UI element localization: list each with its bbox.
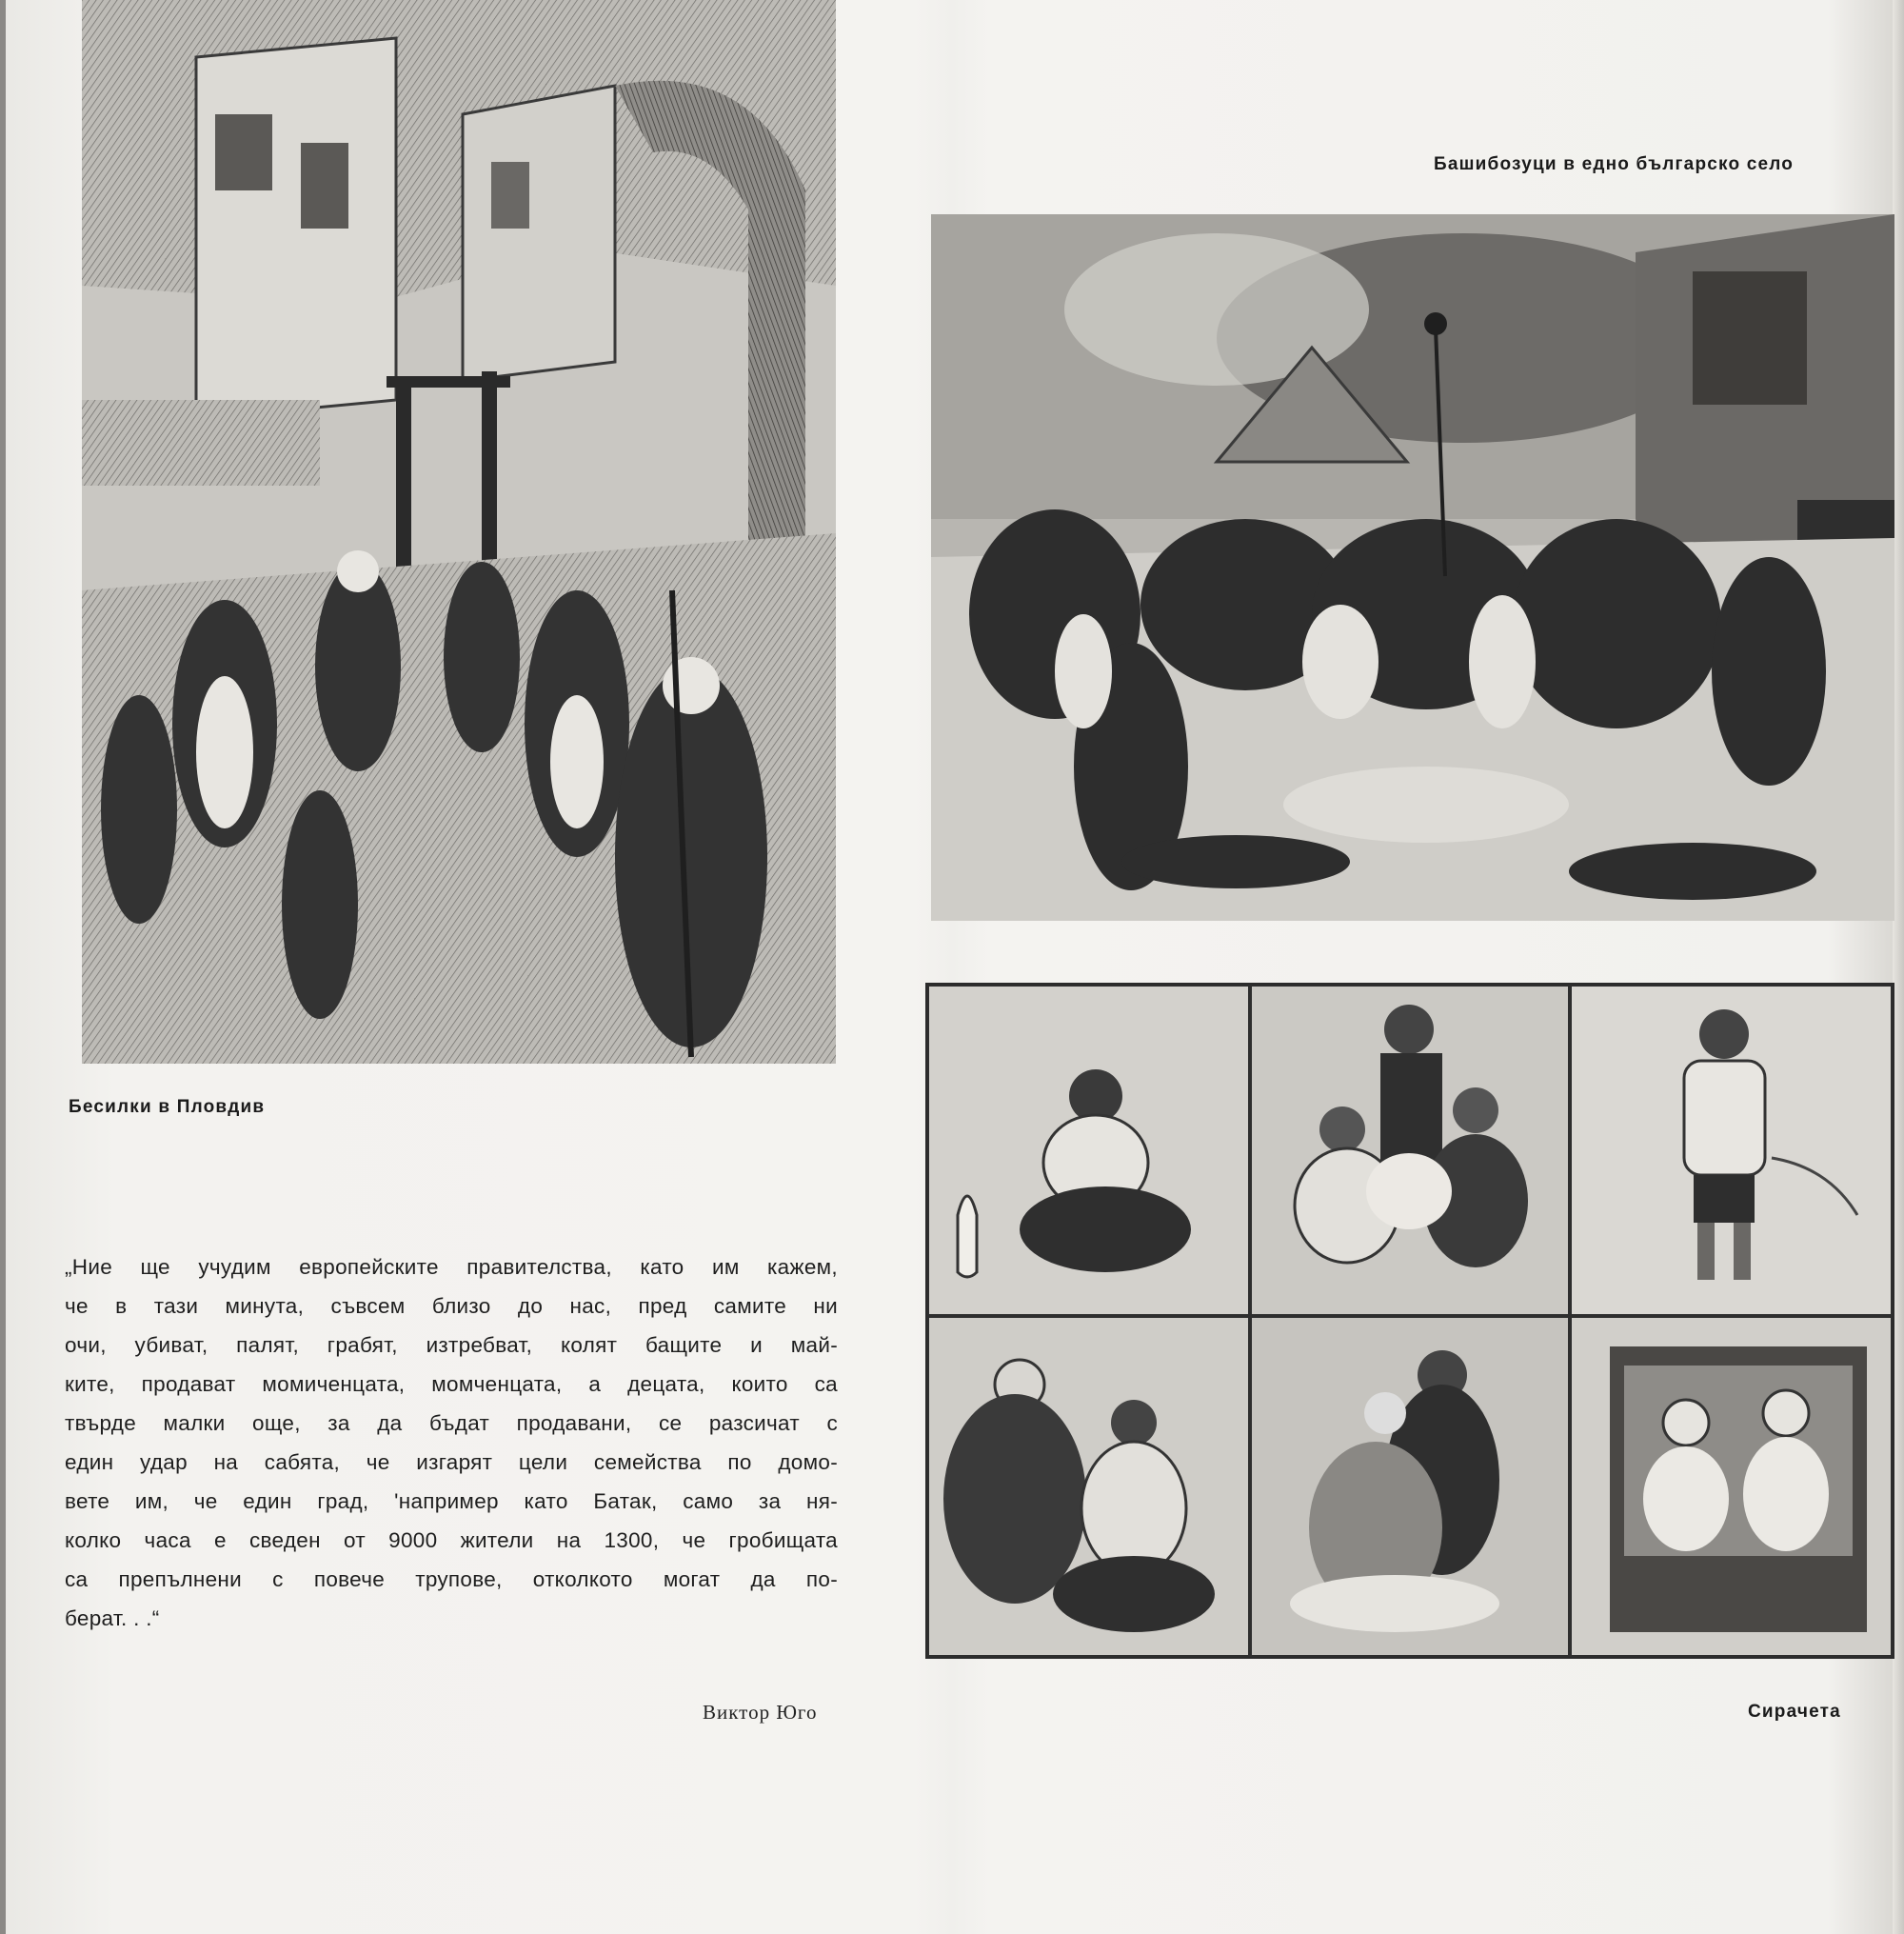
orphan-panel-4 [929,1318,1248,1655]
quote-line: очи, убиват, палят, грабят, изтребват, колят бащите и май- [65,1333,838,1357]
quote-line: ките, продават момиченцата, момченцата, а децата, които са [65,1372,838,1396]
quote-line: вете им, че един град, 'например като Батак, само за ня- [65,1489,838,1513]
orphan-panel-6-drawing [1572,1318,1891,1655]
orphan-panel-3-drawing [1572,987,1891,1314]
victor-hugo-quote [65,1247,838,1638]
book-spine [0,0,6,1934]
orphan-panel-1 [929,987,1248,1314]
orphan-panel-5 [1252,1318,1568,1655]
orphan-panel-5-drawing [1252,1318,1568,1655]
quote-line: „Ние ще учудим европейските правителства, като им кажем, [65,1255,838,1279]
quote-line: берат. . .“ [65,1606,160,1630]
engraving-gallows-plovdiv-drawing [82,0,836,1064]
orphan-panel-6 [1572,1318,1891,1655]
quote-line: един удар на сабята, че изгарят цели семейства по домо- [65,1450,838,1474]
caption-gallows-plovdiv: Бесилки в Пловдив [69,1097,266,1117]
quote-line: твърде малки още, за да бъдат продавани, се разсичат с [65,1411,838,1435]
caption-orphans: Сирачета [1748,1702,1841,1722]
engraving-gallows-plovdiv [82,0,836,1064]
quote-author: Виктор Юго [703,1701,818,1724]
orphan-panel-2-drawing [1252,987,1568,1314]
orphan-panel-3 [1572,987,1891,1314]
quote-line: колко часа е сведен от 9000 жители на 1300, че гробищата [65,1528,838,1552]
engraving-orphans-grid [925,983,1894,1659]
engraving-bashibazouks-village [931,214,1894,921]
orphan-panel-2 [1252,987,1568,1314]
orphan-panel-4-drawing [929,1318,1248,1655]
engraving-bashibazouks-drawing [931,214,1894,921]
quote-line: че в тази минута, съвсем близо до нас, пред самите ни [65,1294,838,1318]
caption-bashibazouks-village: Башибозуци в едно българско село [1434,154,1795,174]
quote-line: са препълнени с повече трупове, отколкото могат да по- [65,1567,838,1591]
orphan-panel-1-drawing [929,987,1248,1314]
